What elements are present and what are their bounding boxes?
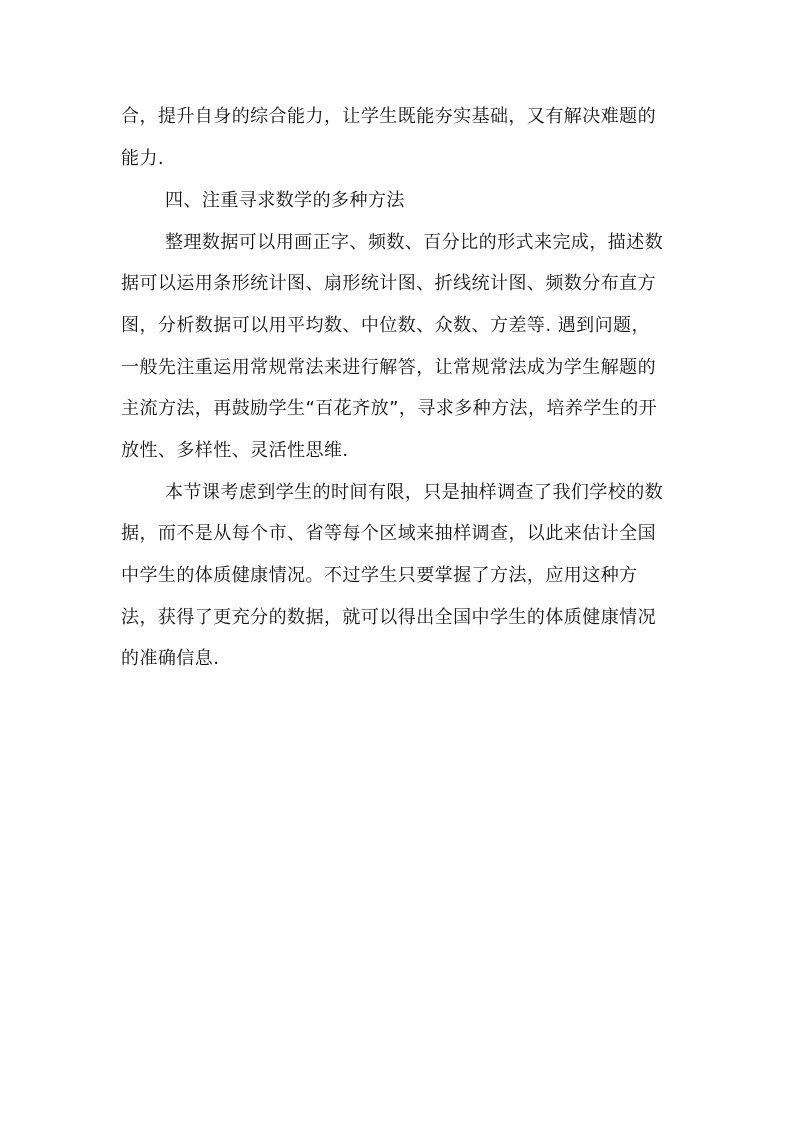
paragraph-line: 整理数据可以用画正字、频数、百分比的形式来完成，描述数: [165, 232, 664, 253]
section-heading: 四、注重寻求数学的多种方法: [165, 190, 405, 211]
paragraph-line: 据，而不是从每个市、省等每个区域来抽样调查，以此来估计全国: [121, 523, 657, 544]
paragraph-line: 的准确信息.: [121, 648, 220, 669]
paragraph-line: 中学生的体质健康情况。不过学生只要掌握了方法，应用这种方: [121, 565, 638, 586]
paragraph-line: 一般先注重运用常规常法来进行解答，让常规常法成为学生解题的: [121, 357, 657, 378]
paragraph-line: 放性、多样性、灵活性思维.: [121, 440, 349, 461]
paragraph-line: 主流方法，再鼓励学生“百花齐放”，寻求多种方法，培养学生的开: [121, 398, 658, 419]
paragraph-line: 合，提升自身的综合能力，让学生既能夯实基础，又有解决难题的: [121, 106, 657, 127]
paragraph-line: 能力.: [121, 148, 165, 169]
paragraph-line: 本节课考虑到学生的时间有限，只是抽样调查了我们学校的数: [165, 482, 664, 503]
paragraph-line: 法，获得了更充分的数据，就可以得出全国中学生的体质健康情况: [121, 607, 657, 628]
paragraph-line: 图，分析数据可以用平均数、中位数、众数、方差等. 遇到问题，: [121, 315, 650, 336]
paragraph-line: 据可以运用条形统计图、扇形统计图、折线统计图、频数分布直方: [121, 273, 657, 294]
